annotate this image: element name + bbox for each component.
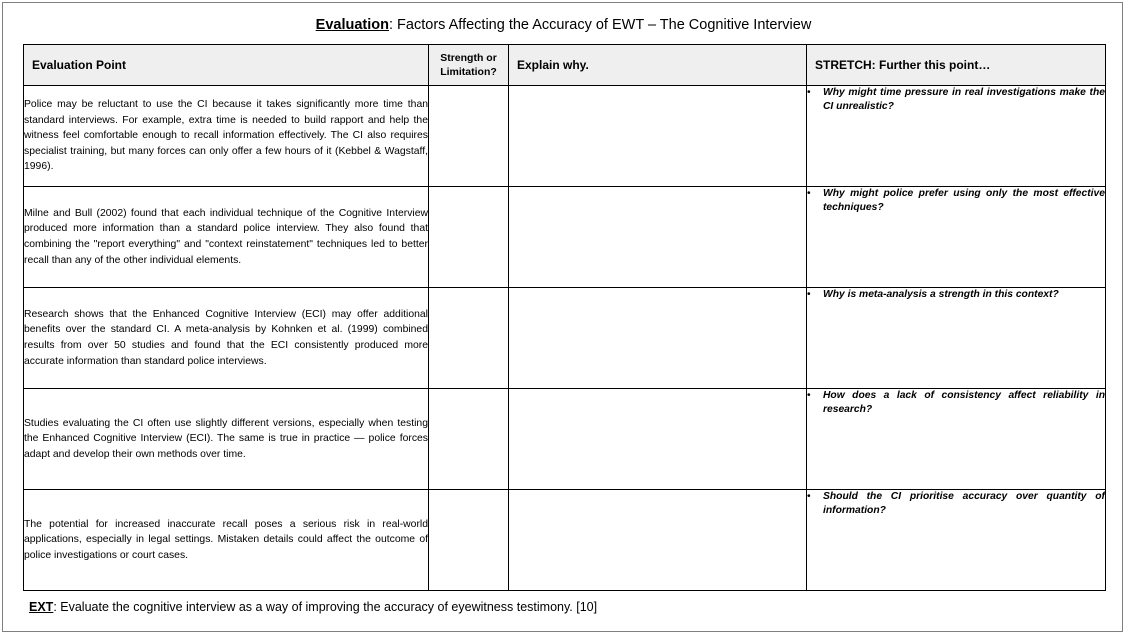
stretch-cell	[807, 187, 1106, 288]
stretch-question-text: Why might police prefer using only the most effective techniques?	[823, 188, 1105, 213]
page-title	[0, 17, 1127, 33]
explain-why-cell[interactable]	[509, 490, 807, 591]
strength-or-limitation-cell[interactable]	[429, 389, 509, 490]
stretch-question-text: Why is meta-analysis a strength in this context?	[823, 289, 1059, 300]
explain-why-cell[interactable]	[509, 86, 807, 187]
table-row	[24, 490, 1106, 591]
bullet-icon: •	[807, 87, 811, 98]
title-rest: : Factors Affecting the Accuracy of EWT – The Cognitive Interview	[389, 17, 812, 33]
stretch-question	[807, 187, 1105, 215]
stretch-question-text: Why might time pressure in real investigations make the CI unrealistic?	[823, 87, 1105, 112]
stretch-question-text: Should the CI prioritise accuracy over quantity of information?	[823, 491, 1105, 516]
stretch-question	[807, 389, 1105, 417]
stretch-cell	[807, 389, 1106, 490]
bullet-icon: •	[807, 390, 811, 401]
extension-task	[29, 600, 597, 614]
bullet-icon: •	[807, 491, 811, 502]
evaluation-point-cell: Milne and Bull (2002) found that each individual technique of the Cognitive Interview produced more information than a standard police interview. They also found that combining the "report everything" and "context reinstatement" techniques led to better recall than any of the other individual elements.	[24, 187, 429, 288]
title-lead: Evaluation	[315, 17, 389, 33]
table-row	[24, 389, 1106, 490]
stretch-question	[807, 490, 1105, 518]
header-explain-why: Explain why.	[509, 45, 807, 86]
bullet-icon: •	[807, 289, 811, 300]
stretch-question-text: How does a lack of consistency affect reliability in research?	[823, 390, 1105, 415]
strength-or-limitation-cell[interactable]	[429, 288, 509, 389]
header-stretch: STRETCH: Further this point…	[807, 45, 1106, 86]
ext-rest: : Evaluate the cognitive interview as a way of improving the accuracy of eyewitness testimony. [10]	[53, 600, 598, 614]
explain-why-cell[interactable]	[509, 288, 807, 389]
table-row	[24, 86, 1106, 187]
stretch-cell	[807, 288, 1106, 389]
stretch-cell	[807, 490, 1106, 591]
stretch-question	[807, 288, 1105, 302]
explain-why-cell[interactable]	[509, 389, 807, 490]
table-row	[24, 187, 1106, 288]
evaluation-table	[23, 44, 1106, 591]
ext-lead: EXT	[29, 600, 54, 614]
evaluation-point-cell: Studies evaluating the CI often use slightly different versions, especially when testing the Enhanced Cognitive Interview (ECI). The same is true in practice — police forces adapt and develop their own methods over time.	[24, 389, 429, 490]
evaluation-point-cell: Research shows that the Enhanced Cognitive Interview (ECI) may offer additional benefits over the standard CI. A meta-analysis by Kohnken et al. (1999) combined results from over 50 studies and found that the ECI consistently produced more accurate information than standard police interviews.	[24, 288, 429, 389]
strength-or-limitation-cell[interactable]	[429, 490, 509, 591]
stretch-cell	[807, 86, 1106, 187]
table-row	[24, 288, 1106, 389]
bullet-icon: •	[807, 188, 811, 199]
header-strength-or-limitation: Strength or Limitation?	[429, 45, 509, 86]
stretch-question	[807, 86, 1105, 114]
evaluation-point-cell: The potential for increased inaccurate recall poses a serious risk in real-world applications, especially in legal settings. Mistaken details could affect the outcome of police investigations or court cases.	[24, 490, 429, 591]
strength-or-limitation-cell[interactable]	[429, 86, 509, 187]
explain-why-cell[interactable]	[509, 187, 807, 288]
strength-or-limitation-cell[interactable]	[429, 187, 509, 288]
header-evaluation-point: Evaluation Point	[24, 45, 429, 86]
table-header-row	[24, 45, 1106, 86]
evaluation-point-cell: Police may be reluctant to use the CI because it takes significantly more time than standard interviews. For example, extra time is needed to build rapport and help the witness feel comfortable enough to recall information effectively. The CI also requires specialist training, but many forces can only offer a few hours of it (Kebbel & Wagstaff, 1996).	[24, 86, 429, 187]
